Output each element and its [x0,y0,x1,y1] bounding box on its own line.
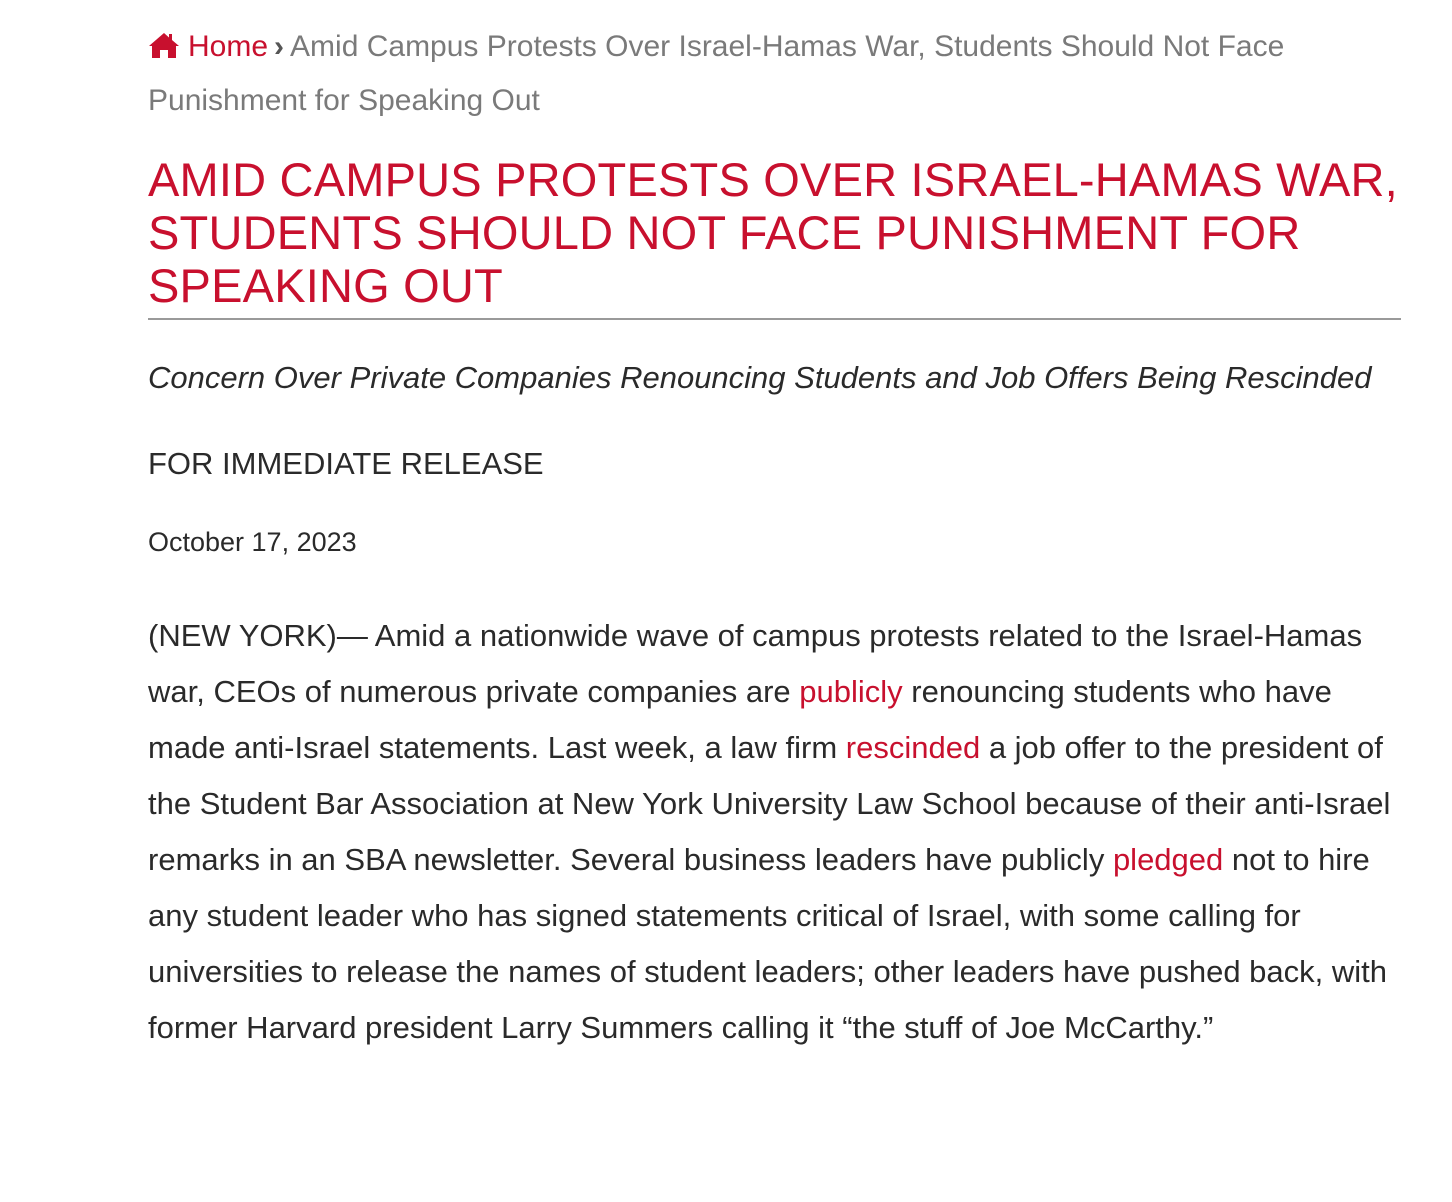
home-icon [148,31,180,59]
rescinded-link[interactable]: rescinded [845,730,981,765]
chevron-right-icon: › [274,30,285,63]
breadcrumb-home-link[interactable] [148,30,268,63]
body-text-segment: renouncing students who have made anti-Israel statements. Last week, a law firm [148,674,1332,765]
body-text-segment: not to hire any student leader who has signed statements critical of Israel, with some calling for universities to release the names of student leaders; other leaders have pushed back, with former Harvard president Larry Summers calling it “the stuff of Joe McCarthy.” [148,842,1388,1045]
article-body-paragraph [148,608,1400,1056]
publish-date: October 17, 2023 [148,527,357,557]
article-container [148,0,1400,1087]
breadcrumb [148,20,1400,128]
page-title: AMID CAMPUS PROTESTS OVER ISRAEL-HAMAS WAR, STUDENTS SHOULD NOT FACE PUNISHMENT FOR SPEAKING OUT [148,153,1398,312]
release-label: FOR IMMEDIATE RELEASE [148,446,544,481]
breadcrumb-current: Amid Campus Protests Over Israel-Hamas War, Students Should Not Face Punishment for Speaking Out [148,30,1285,117]
body-text-segment: a job offer to the president of the Student Bar Association at New York University Law School because of their anti-Israel remarks in an SBA newsletter. Several business leaders have publicly [148,730,1391,877]
title-divider [148,318,1401,320]
publicly-link[interactable]: publicly [799,674,903,709]
breadcrumb-home-label: Home [188,30,269,63]
body-text-segment: (NEW YORK)— Amid a nationwide wave of campus protests related to the Israel-Hamas war, CEOs of numerous private companies are [148,618,1363,709]
article-subtitle: Concern Over Private Companies Renouncing Students and Job Offers Being Rescinded [148,360,1372,395]
pledged-link[interactable]: pledged [1112,842,1224,877]
